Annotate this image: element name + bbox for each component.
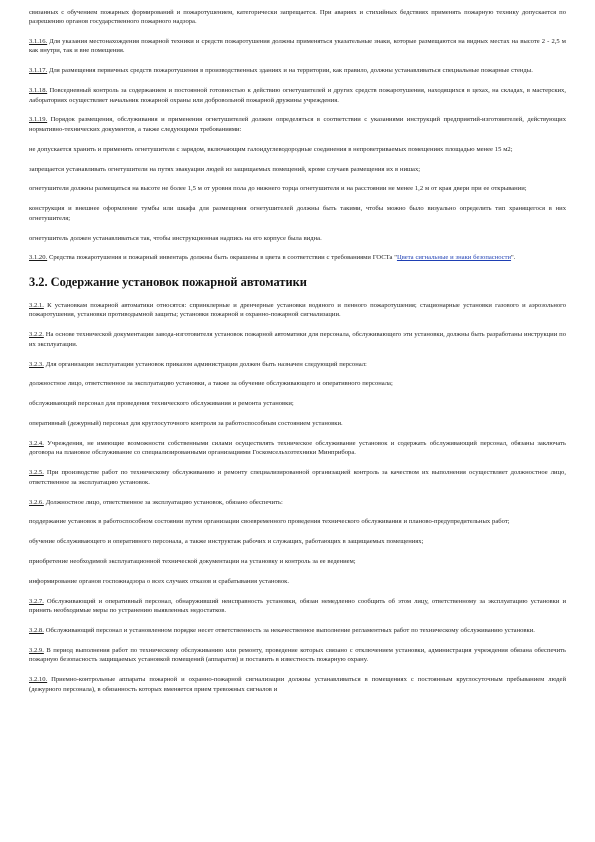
paragraph-3210 xyxy=(29,675,566,694)
paragraph-number: 3.2.9. xyxy=(29,647,44,655)
paragraph-324b xyxy=(29,399,566,408)
paragraph-326b xyxy=(29,537,566,546)
paragraph-number: 3.2.8. xyxy=(29,627,44,635)
paragraph-text: Обслуживающий персонал и установленном порядке несет ответственность за некачественное выполнение регламентных работ по техническому обслуживанию установки. xyxy=(43,627,535,635)
paragraph-text: Обслуживающий и оперативный персонал, обнаруживший неисправность установки, обязан немедленно сообщить об этом лицу, ответственному за эксплуатацию установки и принять необходимые меры по устранению выявленных недостатков. xyxy=(29,597,566,615)
paragraph-text: обучение обслуживающего и оперативного персонала, а также инструктаж рабочих и служащих, работающих в защищаемых помещениях; xyxy=(29,538,424,546)
paragraph-324a xyxy=(29,379,566,388)
paragraph-number: 3.2.7. xyxy=(29,597,44,605)
paragraph-3119 xyxy=(29,115,566,134)
paragraph-324c xyxy=(29,419,566,428)
paragraph-number: 3.1.17. xyxy=(29,67,48,75)
paragraph-text: огнетушители должны размещаться на высоте не более 1,5 м от уровня пола до нижнего торца огнетушителя и на расстоянии не менее 1,2 м от края двери при ее открывании; xyxy=(29,185,527,193)
paragraph-number: 3.1.16. xyxy=(29,38,48,46)
paragraph-text: Порядок размещения, обслуживания и применения огнетушителей должен определяться в соответствии с указаниями инструкций предприятий-изготовителей, действующих нормативно-технических документов, а также следующими требованиями: xyxy=(29,116,566,133)
paragraph-326d xyxy=(29,577,566,586)
paragraph-text: связанных с обучением пожарных формирований и пожаротушением, категорически запрещается. При авариях и стихийных бедствиях применять пожарную технику допускается по разрешению органов государственного пожарного надзора. xyxy=(29,9,566,26)
paragraph-cont xyxy=(29,8,566,27)
paragraph-text: Средства пожаротушения и пожарный инвентарь должны быть окрашены в цвета в соответствии с требованиями ГОСТа " xyxy=(47,254,397,262)
paragraph-req5 xyxy=(29,234,566,243)
paragraph-text: В период выполнения работ по техническому обслуживанию или ремонту, проведение которых связано с отключением установки, администрация учреждения обязана обеспечить пожарную безопасность защищаемых установкой помещений (аппаратов) и поставить в известность пожарную охрану. xyxy=(29,647,566,664)
paragraph-text: приобретение необходимой эксплуатационной технической документации на установку и контроль за ее ведением; xyxy=(29,558,356,566)
paragraph-text: На основе технической документации завода-изготовителя установок пожарной автоматики для персонала, обслуживающего эти установки, должны быть разработаны инструкции по их эксплуатации. xyxy=(29,331,566,348)
paragraph-req3 xyxy=(29,184,566,193)
paragraph-text: При производстве работ по техническому обслуживанию и ремонту специализированной организацией контроль за качеством их выполнения осуществляет должностное лицо, ответственное за эксплуатацию установок. xyxy=(29,469,566,486)
paragraph-text: Для указания местонахождения пожарной техники и средств пожаротушения должны применяться указательные знаки, которые размещаются на видных местах на высоте 2 - 2,5 м как внутри, так и вне помещения. xyxy=(29,38,566,55)
paragraph-number: 3.1.18. xyxy=(29,87,48,95)
paragraph-number: 3.1.19. xyxy=(29,116,48,124)
paragraph-number: 3.2.6. xyxy=(29,498,44,506)
paragraph-req4 xyxy=(29,204,566,223)
paragraph-323 xyxy=(29,360,566,369)
paragraph-text: Должностное лицо, ответственное за эксплуатацию установок, обязано обеспечить: xyxy=(43,498,283,506)
paragraph-number: 3.2.2. xyxy=(29,331,44,339)
paragraph-text: Повседневный контроль за содержанием и постоянной готовностью к действию огнетушителей и других средств пожаротушения, находящихся в цехах, на складах, в мастерских, лабораториях осуществляет начальник пожарной охраны или добровольной пожарной дружины учреждения. xyxy=(29,87,566,104)
paragraph-325 xyxy=(29,468,566,487)
paragraph-number: 3.2.10. xyxy=(29,676,48,684)
paragraph-3-1-20 xyxy=(29,253,566,262)
paragraph-text: не допускается хранить и применять огнетушители с зарядом, включающим галоидуглеводородные соединения в непроветриваемых помещениях площадью менее 15 м2; xyxy=(29,145,513,153)
paragraph-number: 3.2.1. xyxy=(29,302,44,310)
section-3-1-continuation xyxy=(29,8,566,243)
paragraph-text: Приемно-контрольные аппараты пожарной и охранно-пожарной сигнализации должны устанавливаться в помещениях с постоянным круглосуточным пребыванием людей (дежурного персонала), в обязанность которых вменяется прием тревожных сигналов и xyxy=(29,676,566,693)
paragraph-number: 3.1.20. xyxy=(29,254,48,262)
paragraph-3116 xyxy=(29,37,566,56)
paragraph-328 xyxy=(29,626,566,635)
section-heading-3-2: 3.2. Содержание установок пожарной автоматики xyxy=(29,275,307,290)
paragraph-text: информирование органов госпожнадзора о всех случаях отказов и срабатывания установок. xyxy=(29,578,289,586)
paragraph-number: 3.2.4. xyxy=(29,440,44,448)
paragraph-req2 xyxy=(29,165,566,174)
paragraph-text: поддержание установок в работоспособном состоянии путем организации своевременного проведения технического обслуживания и планово-предупредительных работ; xyxy=(29,518,510,526)
paragraph-text: Для размещения первичных средств пожаротушения в производственных зданиях и на территории, как правило, должны устанавливаться специальные пожарные стенды. xyxy=(47,67,533,75)
paragraph-text: должностное лицо, ответственное за эксплуатацию установки, а также за обучение обслуживающего и оперативного персонала; xyxy=(29,380,393,388)
paragraph-req1 xyxy=(29,145,566,154)
paragraph-327 xyxy=(29,597,566,616)
paragraph-text-tail: ". xyxy=(511,254,516,262)
paragraph-text: Учреждения, не имеющие возможности собственными силами осуществлять техническое обслуживание установок и содержать обслуживающий персонал, обязаны заключать договора на плановое обслуживание со специализированными организациями Госкомсельхозтехники Минприбора. xyxy=(29,440,566,457)
paragraph-321 xyxy=(29,301,566,320)
section-3-2-body xyxy=(29,301,566,694)
paragraph-322 xyxy=(29,330,566,349)
gost-link[interactable]: Цвета сигнальные и знаки безопасности xyxy=(396,254,512,262)
paragraph-text: огнетушитель должен устанавливаться так, чтобы инструкционная надпись на его корпусе была видна. xyxy=(29,234,322,242)
paragraph-text: оперативный (дежурный) персонал для круглосуточного контроля за работоспособным состоянием установки. xyxy=(29,420,343,428)
paragraph-3118 xyxy=(29,86,566,105)
paragraph-324 xyxy=(29,439,566,458)
paragraph-number: 3.2.3. xyxy=(29,360,44,368)
paragraph-text: Для организации эксплуатации установок приказом администрации должен быть назначен следующий персонал: xyxy=(43,360,367,368)
paragraph-329 xyxy=(29,646,566,665)
paragraph-326a xyxy=(29,517,566,526)
paragraph-326c xyxy=(29,557,566,566)
paragraph-text: К установкам пожарной автоматики относятся: спринклерные и дренчерные установки водяного и пенного пожаротушения; стационарные установки газового и аэрозольного пожаротушения, установки противодымной защиты; установки пожарной и охранно-пожарной сигнализации. xyxy=(29,302,566,319)
paragraph-number: 3.2.5. xyxy=(29,469,44,477)
paragraph-326 xyxy=(29,498,566,507)
paragraph-text: обслуживающий персонал для проведения технического обслуживания и ремонта установки; xyxy=(29,400,294,408)
paragraph-text: конструкция и внешнее оформление тумбы или шкафа для размещения огнетушителей должны быть такими, чтобы можно было визуально определить тип хранящегося в них огнетушителя; xyxy=(29,205,566,222)
paragraph-3117 xyxy=(29,66,566,75)
paragraph-text: запрещается устанавливать огнетушители на путях эвакуации людей из защищаемых помещений, кроме случаев размещения их в нишах; xyxy=(29,165,421,173)
